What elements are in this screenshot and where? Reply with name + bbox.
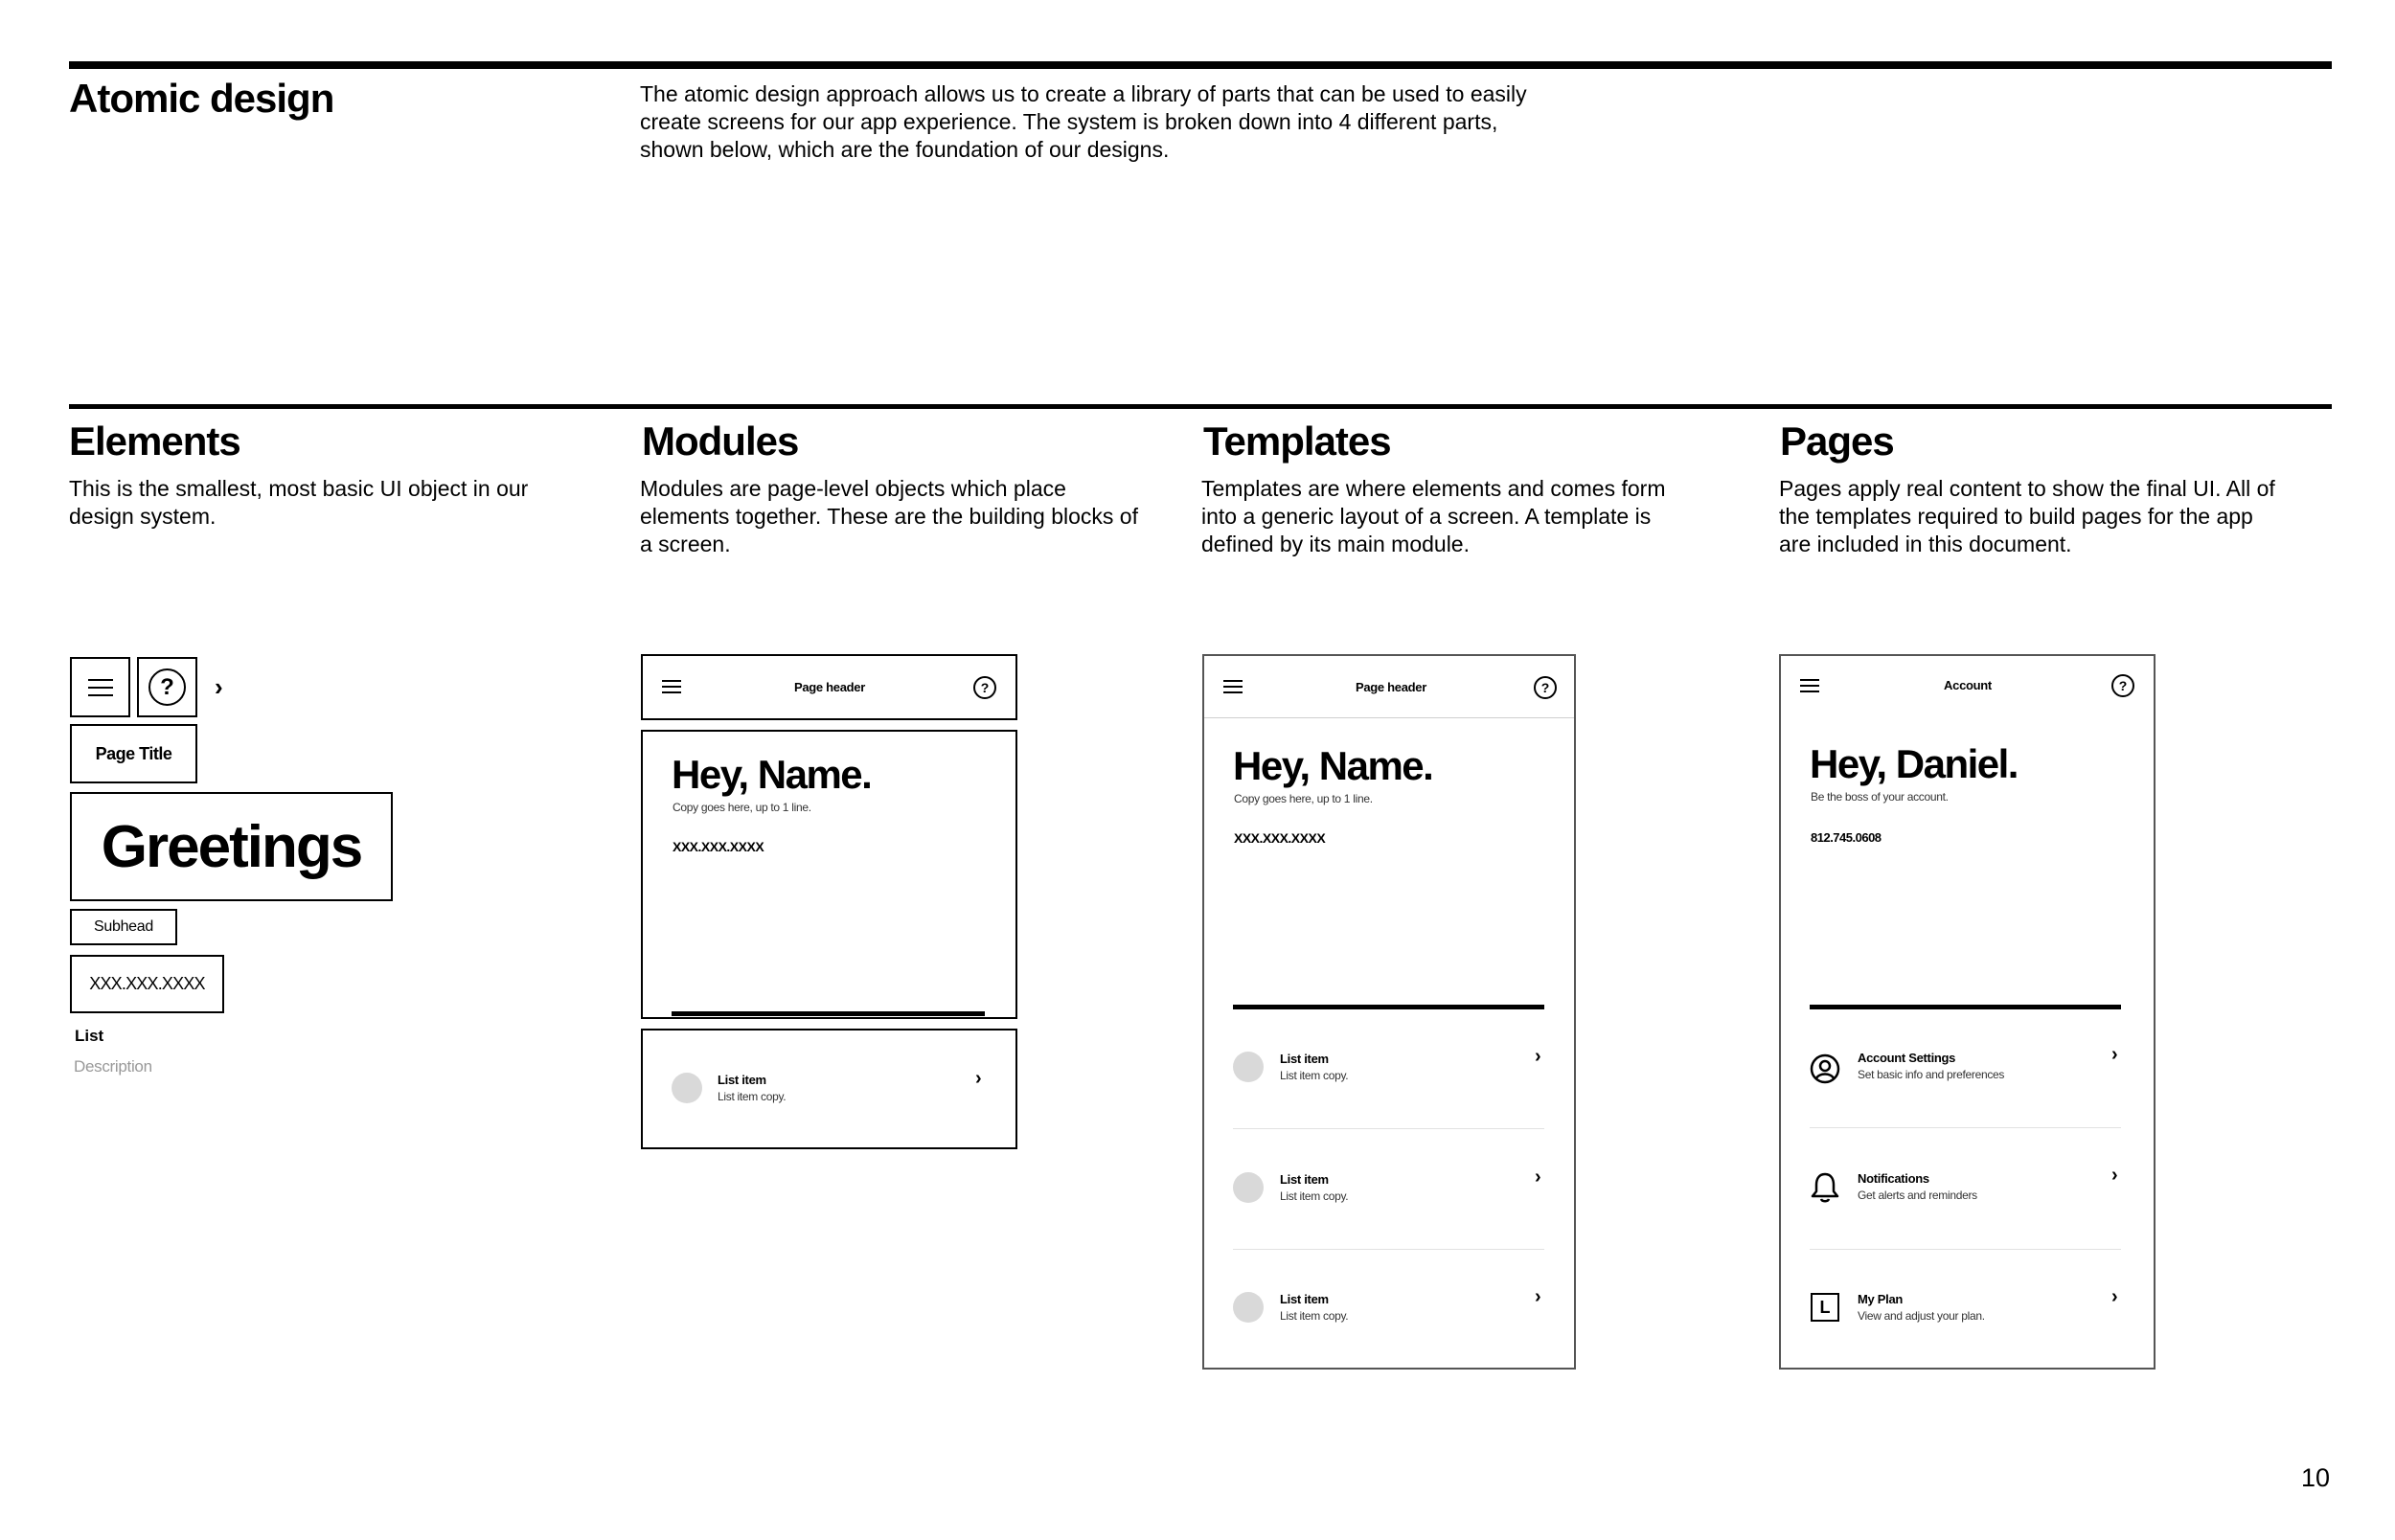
elements-desc: This is the smallest, most basic UI object in our design system. xyxy=(69,476,529,529)
list-avatar xyxy=(1233,1292,1264,1323)
module-number: XXX.XXX.XXXX xyxy=(673,839,764,854)
page-copy: Be the boss of your account. xyxy=(1811,790,1949,804)
menu-icon[interactable] xyxy=(1223,680,1243,697)
list-item-title: List item xyxy=(1280,1172,1329,1187)
pages-desc: Pages apply real content to show the final UI. All of the templates required to build pages for the app are included in this document. xyxy=(1779,476,2275,556)
template-number: XXX.XXX.XXXX xyxy=(1234,830,1326,846)
intro-paragraph: The atomic design approach allows us to create a library of parts that can be used to easily create screens for our app experience. The system is broken down into 4 different parts, shown below, which are the foundation of our designs. xyxy=(640,81,1527,162)
list-item-title: My Plan xyxy=(1858,1292,1904,1306)
bell-icon xyxy=(1810,1171,1840,1204)
module-list-title: List item xyxy=(718,1073,766,1087)
help-icon[interactable]: ? xyxy=(973,676,996,699)
page-hey: Hey, Daniel. xyxy=(1810,741,2018,786)
list-item-copy: View and adjust your plan. xyxy=(1858,1309,1985,1323)
description-label: Description xyxy=(74,1057,152,1076)
templates-title: Templates xyxy=(1203,419,1391,464)
list-avatar xyxy=(672,1073,702,1103)
list-item-copy: List item copy. xyxy=(1280,1309,1349,1323)
greetings-element: Greetings xyxy=(70,792,393,901)
module-page-header xyxy=(641,654,1017,720)
module-header-label: Page header xyxy=(793,680,865,694)
list-item-copy: List item copy. xyxy=(1280,1189,1349,1203)
page-title-element: Page Title xyxy=(70,724,197,783)
help-element-box xyxy=(137,657,197,717)
modules-desc: Modules are page-level objects which place elements together. These are the building blocks of a screen. xyxy=(640,476,1138,556)
chevron-right-icon[interactable]: › xyxy=(215,672,223,701)
template-screen xyxy=(1202,654,1576,1370)
list-divider xyxy=(1810,1127,2121,1128)
module-copy: Copy goes here, up to 1 line. xyxy=(673,801,811,814)
list-avatar xyxy=(1233,1052,1264,1082)
subhead-element: Subhead xyxy=(70,909,177,945)
top-rule xyxy=(69,61,2332,69)
template-copy: Copy goes here, up to 1 line. xyxy=(1234,792,1373,805)
page-number: 812.745.0608 xyxy=(1811,830,1882,845)
page-progress-bar xyxy=(1810,1005,2121,1009)
list-item-copy: Get alerts and reminders xyxy=(1858,1189,1977,1202)
chevron-right-icon[interactable]: › xyxy=(1535,1166,1541,1188)
page-number-label: 10 xyxy=(2301,1463,2331,1492)
section-rule xyxy=(69,404,2332,409)
number-element: XXX.XXX.XXXX xyxy=(70,955,224,1013)
menu-element-box xyxy=(70,657,130,717)
list-divider xyxy=(1233,1128,1544,1129)
module-list-copy: List item copy. xyxy=(718,1090,787,1103)
list-divider xyxy=(1233,1249,1544,1250)
page-screen xyxy=(1779,654,2156,1370)
template-header-label: Page header xyxy=(1355,680,1426,694)
header-divider xyxy=(1204,717,1574,718)
pages-title: Pages xyxy=(1780,419,1894,464)
chevron-right-icon[interactable]: › xyxy=(975,1068,982,1089)
list-item-title: Account Settings xyxy=(1858,1051,1956,1065)
chevron-right-icon[interactable]: › xyxy=(2111,1044,2118,1065)
chevron-right-icon[interactable]: › xyxy=(2111,1165,2118,1186)
list-item-copy: List item copy. xyxy=(1280,1069,1349,1082)
user-icon xyxy=(1810,1053,1840,1084)
module-greeting-card xyxy=(641,730,1017,1019)
help-icon[interactable]: ? xyxy=(1534,676,1557,699)
template-hey: Hey, Name. xyxy=(1233,743,1433,788)
module-progress-bar xyxy=(672,1011,985,1016)
list-item-title: List item xyxy=(1280,1052,1329,1066)
list-label: List xyxy=(75,1027,104,1045)
menu-icon[interactable] xyxy=(88,679,113,696)
help-icon[interactable]: ? xyxy=(2111,674,2134,697)
list-divider xyxy=(1810,1249,2121,1250)
list-item-title: List item xyxy=(1280,1292,1329,1306)
template-progress-bar xyxy=(1233,1005,1544,1009)
module-hey: Hey, Name. xyxy=(672,752,872,797)
list-item-copy: Set basic info and preferences xyxy=(1858,1068,2005,1081)
elements-title: Elements xyxy=(69,419,240,464)
list-avatar xyxy=(1233,1172,1264,1203)
chevron-right-icon[interactable]: › xyxy=(1535,1046,1541,1067)
chevron-right-icon[interactable]: › xyxy=(2111,1286,2118,1307)
menu-icon[interactable] xyxy=(662,680,681,697)
list-item-title: Notifications xyxy=(1858,1171,1929,1186)
page-header-label: Account xyxy=(1944,678,1992,692)
plan-icon: L xyxy=(1811,1293,1839,1322)
menu-icon[interactable] xyxy=(1800,679,1819,696)
help-icon[interactable]: ? xyxy=(148,668,186,706)
module-list-card[interactable] xyxy=(641,1029,1017,1149)
chevron-right-icon[interactable]: › xyxy=(1535,1286,1541,1307)
templates-desc: Templates are where elements and comes form into a generic layout of a screen. A template is defined by its main module. xyxy=(1201,476,1666,556)
modules-title: Modules xyxy=(642,419,799,464)
page-title: Atomic design xyxy=(69,76,334,121)
